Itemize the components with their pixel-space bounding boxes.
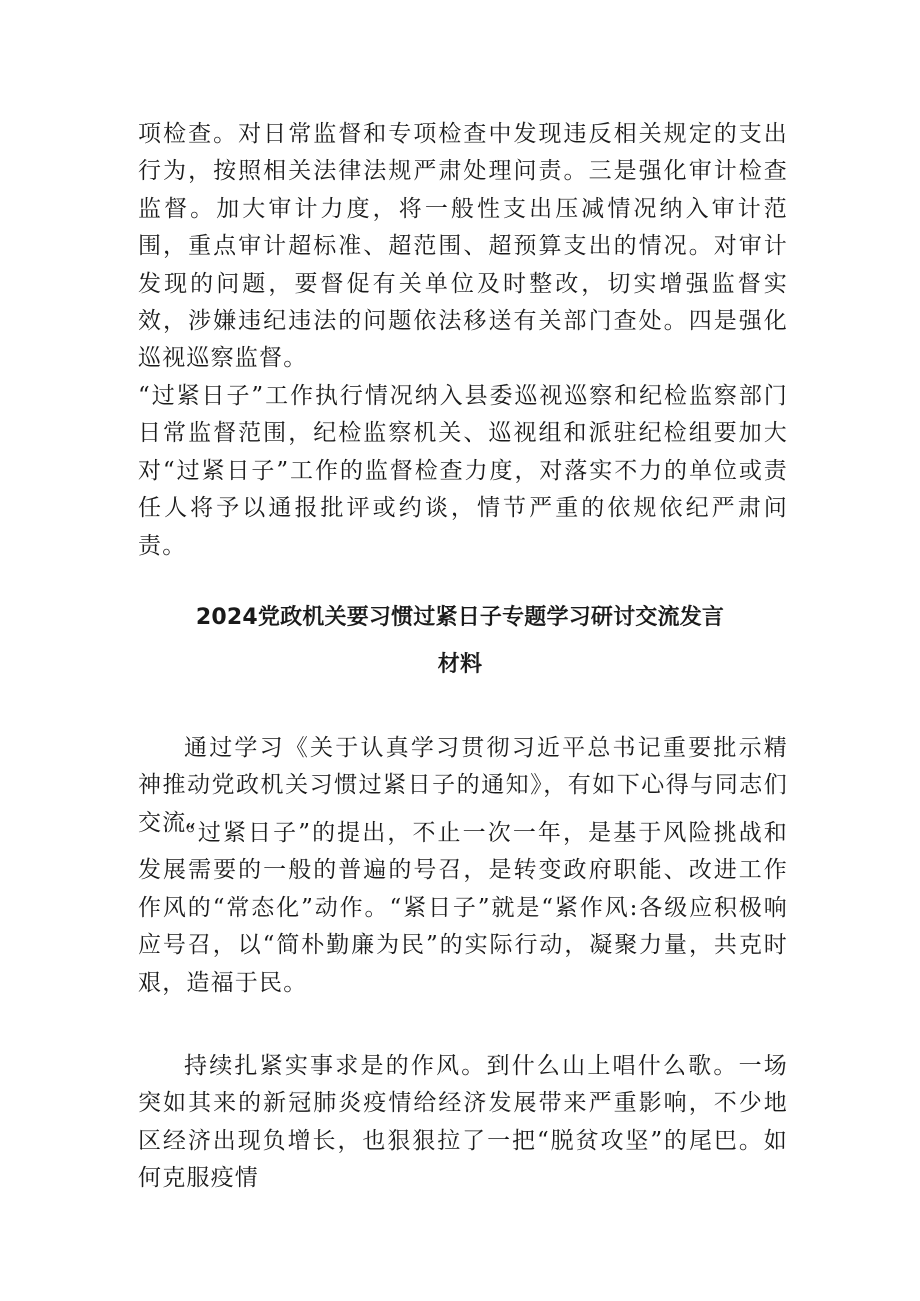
article-paragraph-2: “过紧日子”的提出，不止一次一年，是基于风险挑战和发展需要的一般的普遍的号召，是转变政府职能、改进工作作风的“常态化”动作。“紧日子”就是“紧作风:各级应积极响应号召，以“简朴勤廉为民”的实际行动，凝聚力量，共克时艰，造福于民。 bbox=[138, 820, 788, 996]
article-paragraph-1: 通过学习《关于认真学习贯彻习近平总书记重要批示精神推动党政机关习惯过紧日子的通知》，有如下心得与同志们交流。 bbox=[138, 735, 788, 836]
body-paragraph-2: “过紧日子”工作执行情况纳入县委巡视巡察和纪检监察部门日常监督范围，纪检监察机关、巡视组和派驻纪检组要加大对“过紧日子”工作的监督检查力度，对落实不力的单位或责任人将予以通报批评或约谈，情节严重的依规依纪严肃问责。 bbox=[138, 383, 788, 559]
document-title bbox=[100, 594, 820, 688]
title-line-1: 2024党政机关要习惯过紧日子专题学习研讨交流发言 bbox=[195, 605, 725, 630]
article-paragraph-3: 持续扎紧实事求是的作风。到什么山上唱什么歌。一场突如其来的新冠肺炎疫情给经济发展带来严重影响，不少地区经济出现负增长，也狠狠拉了一把“脱贫攻坚”的尾巴。如何克服疫情 bbox=[138, 1053, 788, 1192]
body-paragraph-1: 项检查。对日常监督和专项检查中发现违反相关规定的支出行为，按照相关法律法规严肃处理问责。三是强化审计检查监督。加大审计力度，将一般性支出压减情况纳入审计范围，重点审计超标准、超范围、超预算支出的情况。对审计发现的问题，要督促有关单位及时整改，切实增强监督实效，涉嫌违纪违法的问题依法移送有关部门查处。四是强化巡视巡察监督。 bbox=[138, 121, 788, 372]
title-line-2: 材料 bbox=[437, 652, 483, 677]
